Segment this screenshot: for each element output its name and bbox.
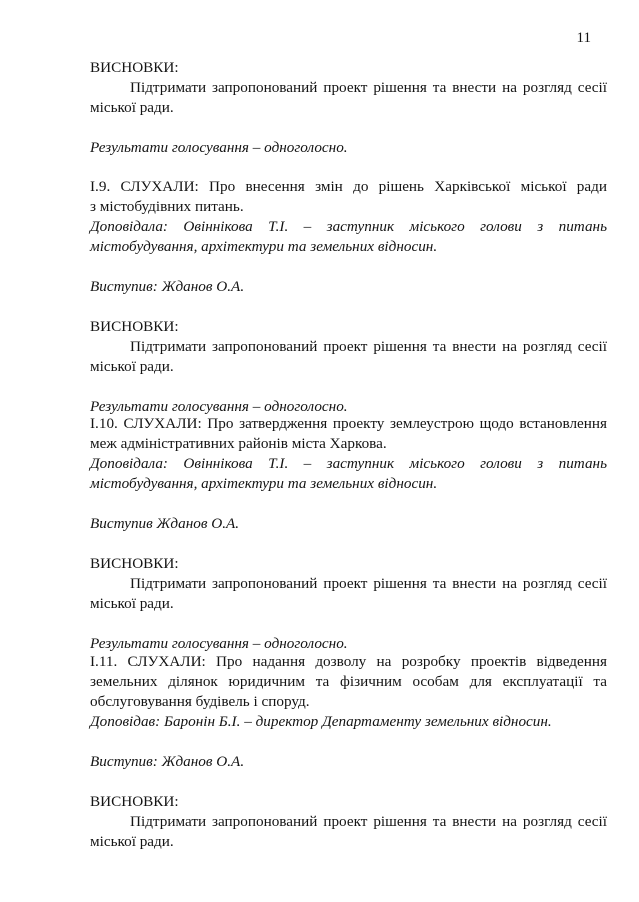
heard-title: І.9. СЛУХАЛИ: Про внесення змін до рішень Харківської міської ради	[90, 178, 607, 195]
conclusion-text: міської ради.	[90, 99, 174, 116]
section-previous-item	[90, 58, 607, 158]
conclusions-heading: ВИСНОВКИ:	[90, 318, 179, 335]
speaker: містобудування, архітектури та земельних відносин.	[90, 475, 438, 492]
conclusion-text: міської ради.	[90, 833, 174, 850]
speaker: Доповідала: Овіннікова Т.І. – заступник міського голови з питань	[90, 455, 607, 472]
vote-result: Результати голосування – одноголосно.	[90, 635, 348, 652]
conclusion-text: міської ради.	[90, 595, 174, 612]
conclusion-text: Підтримати запропонований проект рішення та внести на розгляд сесії	[130, 575, 607, 592]
conclusion-text: Підтримати запропонований проект рішення та внести на розгляд сесії	[130, 79, 607, 96]
heard-title: меж адміністративних районів міста Харкова.	[90, 435, 387, 452]
heard-title: І.10. СЛУХАЛИ: Про затвердження проекту землеустрою щодо встановлення	[90, 415, 607, 432]
speaker: Доповідала: Овіннікова Т.І. – заступник міського голови з питань	[90, 218, 607, 235]
conclusion-text: Підтримати запропонований проект рішення та внести на розгляд сесії	[130, 338, 607, 355]
heard-title: з містобудівних питань.	[90, 198, 244, 215]
speaker: містобудування, архітектури та земельних відносин.	[90, 238, 438, 255]
section-item-1-9	[90, 177, 607, 417]
conclusion-text: Підтримати запропонований проект рішення та внести на розгляд сесії	[130, 813, 607, 830]
speaker: Доповідав: Баронін Б.І. – директор Департаменту земельних відносин.	[90, 713, 552, 730]
section-item-1-10	[90, 414, 607, 654]
vote-result: Результати голосування – одноголосно.	[90, 139, 348, 156]
heard-title: обслуговування будівель і споруд.	[90, 693, 310, 710]
conclusions-heading: ВИСНОВКИ:	[90, 59, 179, 76]
heard-title: І.11. СЛУХАЛИ: Про надання дозволу на розробку проектів відведення	[90, 653, 607, 670]
speech: Виступив: Жданов О.А.	[90, 278, 245, 295]
heard-title: земельних ділянок юридичним та фізичним особам для експлуатації та	[90, 673, 607, 690]
conclusions-heading: ВИСНОВКИ:	[90, 793, 179, 810]
conclusion-text: міської ради.	[90, 358, 174, 375]
vote-result: Результати голосування – одноголосно.	[90, 398, 348, 415]
speech: Виступив: Жданов О.А.	[90, 753, 245, 770]
section-item-1-11	[90, 652, 607, 852]
speech: Виступив Жданов О.А.	[90, 515, 240, 532]
conclusions-heading: ВИСНОВКИ:	[90, 555, 179, 572]
page-number: 11	[576, 30, 591, 46]
